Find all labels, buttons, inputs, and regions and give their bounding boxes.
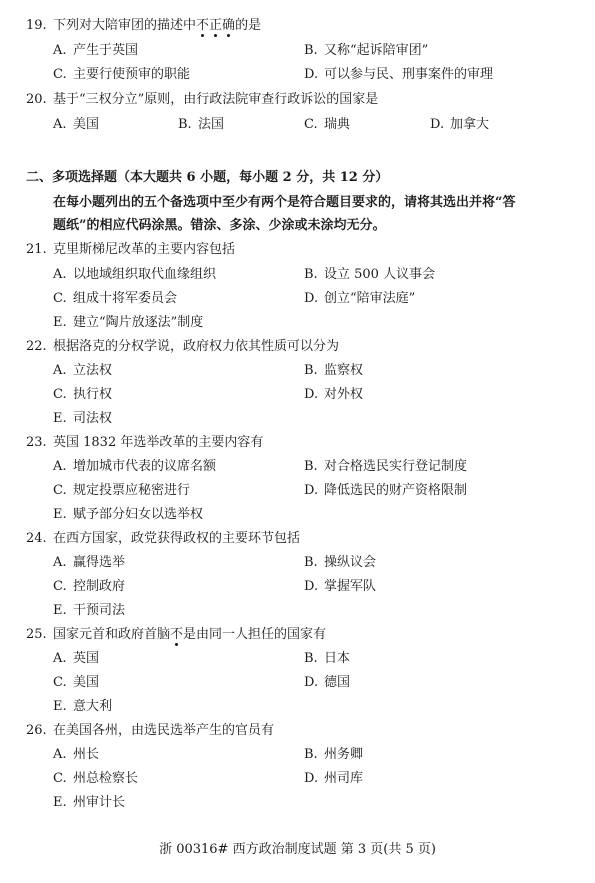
emphasis-char: 正 — [209, 14, 222, 33]
option-text: 又称“起诉陪审团” — [324, 43, 429, 58]
option-d — [304, 383, 363, 402]
option-text: 降低选民的财产资格限制 — [324, 483, 468, 498]
stem-text: 基于“三权分立”原则，由行政法院审查行政诉讼的国家是 — [53, 92, 379, 107]
option-letter: B. — [304, 555, 318, 570]
option-text: 法国 — [198, 117, 225, 132]
option-letter: A. — [53, 459, 67, 474]
question-number: 19. — [26, 18, 47, 33]
option-b — [304, 743, 363, 762]
option-letter: A. — [53, 651, 67, 666]
option-letter: B. — [304, 747, 318, 762]
option-text: 州长 — [73, 747, 100, 762]
option-letter: E. — [53, 795, 67, 810]
option-letter: D. — [304, 387, 319, 402]
option-letter: D. — [304, 67, 319, 82]
section-title: 二、多项选择题（本大题共 6 小题，每小题 2 分，共 12 分） — [26, 170, 389, 185]
option-letter: A. — [53, 267, 67, 282]
option-e — [53, 311, 203, 330]
option-letter: E. — [53, 411, 67, 426]
option-letter: C. — [53, 387, 67, 402]
option-text: 瑞典 — [324, 117, 351, 132]
option-letter: C. — [53, 675, 67, 690]
question-number: 23. — [26, 435, 47, 450]
option-text: 产生于英国 — [73, 43, 139, 58]
option-letter: E. — [53, 315, 67, 330]
option-text: 干预司法 — [73, 603, 126, 618]
option-letter: C. — [53, 483, 67, 498]
option-text: 日本 — [324, 651, 351, 666]
option-letter: D. — [430, 117, 445, 132]
option-d — [304, 287, 415, 306]
option-text: 规定投票应秘密进行 — [73, 483, 191, 498]
option-text: 控制政府 — [73, 579, 126, 594]
option-c — [53, 575, 125, 594]
option-text: 执行权 — [73, 387, 113, 402]
option-b — [304, 359, 363, 378]
option-a — [53, 647, 99, 666]
option-e — [53, 695, 112, 714]
option-text: 建立“陶片放逐法”制度 — [73, 315, 204, 330]
option-b — [304, 455, 467, 474]
option-a — [53, 359, 112, 378]
option-c — [304, 113, 350, 132]
option-b — [304, 551, 376, 570]
option-text: 组成十将军委员会 — [73, 291, 178, 306]
option-text: 加拿大 — [450, 117, 490, 132]
option-letter: D. — [304, 291, 319, 306]
stem-text: 的是 — [235, 18, 262, 33]
option-text: 州司库 — [324, 771, 364, 786]
option-b — [178, 113, 224, 132]
option-letter: E. — [53, 507, 67, 522]
option-b — [304, 647, 350, 666]
question-number: 22. — [26, 339, 47, 354]
stem-text: 在西方国家，政党获得政权的主要环节包括 — [53, 531, 301, 546]
emphasis-char: 不 — [170, 623, 183, 642]
option-a — [53, 39, 138, 58]
option-text: 英国 — [73, 651, 100, 666]
stem-text: 在美国各州，由选民选举产生的官员有 — [53, 723, 275, 738]
option-text: 掌握军队 — [324, 579, 377, 594]
option-text: 州审计长 — [73, 795, 126, 810]
option-text: 美国 — [73, 675, 100, 690]
emphasis-char: 确 — [222, 14, 235, 33]
stem-text: 国家元首和政府首脑 — [53, 627, 171, 642]
stem-text: 根据洛克的分权学说，政府权力依其性质可以分为 — [53, 339, 340, 354]
option-letter: C. — [53, 771, 67, 786]
option-text: 赢得选举 — [73, 555, 126, 570]
option-letter: E. — [53, 603, 67, 618]
option-d — [304, 767, 363, 786]
option-letter: A. — [53, 117, 67, 132]
option-c — [53, 767, 138, 786]
option-letter: D. — [304, 771, 319, 786]
question-21-stem — [26, 238, 235, 257]
option-text: 立法权 — [73, 363, 113, 378]
question-23-stem — [26, 431, 263, 450]
stem-text: 下列对大陪审团的描述中 — [53, 18, 197, 33]
option-text: 增加城市代表的议席名额 — [73, 459, 217, 474]
option-letter: B. — [304, 43, 318, 58]
option-text: 以地域组织取代血缘组织 — [73, 267, 217, 282]
emphasis-char: 不 — [196, 14, 209, 33]
option-b — [304, 39, 428, 58]
option-c — [53, 671, 99, 690]
option-e — [53, 407, 112, 426]
option-text: 美国 — [73, 117, 100, 132]
option-letter: E. — [53, 699, 67, 714]
option-a — [53, 743, 99, 762]
option-letter: B. — [178, 117, 192, 132]
option-letter: A. — [53, 555, 67, 570]
option-e — [53, 503, 203, 522]
question-20-stem — [26, 88, 378, 107]
question-25-stem — [26, 623, 326, 642]
option-letter: D. — [304, 675, 319, 690]
option-letter: D. — [304, 579, 319, 594]
option-a — [53, 455, 216, 474]
option-c — [53, 287, 177, 306]
option-a — [53, 551, 125, 570]
question-19-stem — [26, 14, 261, 33]
option-text: 州总检察长 — [73, 771, 139, 786]
option-letter: C. — [53, 579, 67, 594]
question-24-stem — [26, 527, 300, 546]
option-e — [53, 791, 125, 810]
option-c — [53, 383, 112, 402]
option-c — [53, 479, 190, 498]
option-c — [53, 63, 190, 82]
option-letter: C. — [53, 291, 67, 306]
question-22-stem — [26, 335, 339, 354]
option-b — [304, 263, 435, 282]
question-number: 21. — [26, 242, 47, 257]
option-text: 德国 — [324, 675, 351, 690]
option-letter: C. — [53, 67, 67, 82]
option-d — [304, 575, 376, 594]
option-text: 可以参与民、刑事案件的审理 — [324, 67, 494, 82]
option-d — [430, 113, 489, 132]
option-text: 设立 500 人议事会 — [324, 267, 436, 282]
option-letter: A. — [53, 43, 67, 58]
option-d — [304, 671, 350, 690]
option-letter: D. — [304, 483, 319, 498]
option-text: 对外权 — [324, 387, 364, 402]
section-instructions-line-1: 在每小题列出的五个备选项中至少有两个是符合题目要求的，请将其选出并将“答 — [53, 195, 516, 210]
option-letter: B. — [304, 459, 318, 474]
option-text: 赋予部分妇女以选举权 — [73, 507, 204, 522]
question-number: 26. — [26, 723, 47, 738]
option-letter: A. — [53, 747, 67, 762]
option-text: 监察权 — [324, 363, 364, 378]
option-text: 司法权 — [73, 411, 113, 426]
option-letter: B. — [304, 651, 318, 666]
page-footer: 浙 00316# 西方政治制度试题 第 3 页(共 5 页) — [159, 842, 436, 857]
section-instructions-line-2: 题纸”的相应代码涂黑。错涂、多涂、少涂或未涂均无分。 — [53, 218, 386, 233]
question-number: 20. — [26, 92, 47, 107]
option-text: 州务卿 — [324, 747, 364, 762]
option-text: 主要行使预审的职能 — [73, 67, 191, 82]
option-letter: B. — [304, 267, 318, 282]
question-26-stem — [26, 719, 274, 738]
stem-text: 英国 1832 年选举改革的主要内容有 — [53, 435, 264, 450]
option-a — [53, 263, 216, 282]
option-letter: C. — [304, 117, 318, 132]
option-letter: A. — [53, 363, 67, 378]
question-number: 25. — [26, 627, 47, 642]
option-d — [304, 63, 493, 82]
stem-text: 克里斯梯尼改革的主要内容包括 — [53, 242, 236, 257]
option-a — [53, 113, 99, 132]
stem-text: 是由同一人担任的国家有 — [183, 627, 327, 642]
option-text: 创立“陪审法庭” — [324, 291, 416, 306]
option-text: 意大利 — [73, 699, 113, 714]
option-e — [53, 599, 125, 618]
option-d — [304, 479, 467, 498]
option-text: 对合格选民实行登记制度 — [324, 459, 468, 474]
option-letter: B. — [304, 363, 318, 378]
option-text: 操纵议会 — [324, 555, 377, 570]
question-number: 24. — [26, 531, 47, 546]
